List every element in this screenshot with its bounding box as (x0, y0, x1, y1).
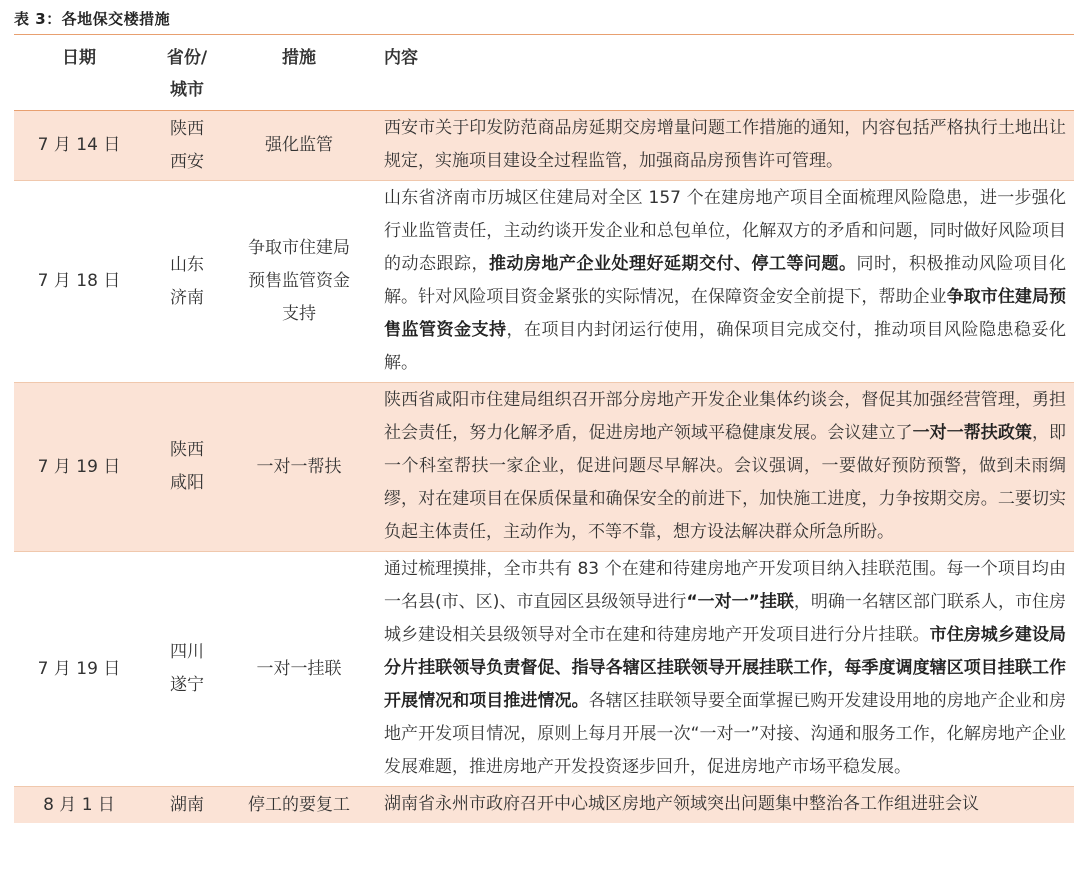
cell-city: 咸阳 (170, 473, 204, 493)
cell-province: 陕西 (170, 118, 204, 139)
content-text: ，即一个科室帮扶一家企业，促进问题尽早解决。会议强调，一要做好预防预警，做到未雨绸缪，对在建项目在保质保量和确保安全的前进下，加快施工进度，力争按期交房。二要切实负起主体责任，主动作为，不等不靠，想方设法解决群众所急所盼。 (384, 423, 1067, 542)
cell-measure (230, 111, 368, 181)
cell-province-city (144, 787, 230, 824)
content-text: 西安市关于印发防范商品房延期交房增量问题工作措施的通知，内容包括严格执行土地出让规定，实施项目建设全过程监管，加强商品房预售许可管理。 (384, 118, 1066, 171)
cell-province-city (144, 383, 230, 552)
cell-province-city (144, 552, 230, 787)
header-province-city-line1: 省份/ (166, 48, 208, 68)
cell-content (368, 787, 1074, 824)
cell-measure-line: 停工的要复工 (248, 794, 350, 815)
cell-measure-line: 一对一帮扶 (256, 456, 342, 477)
cell-measure (230, 383, 368, 552)
cell-province: 山东 (170, 254, 204, 275)
measures-table (14, 36, 1074, 823)
content-emphasis: “一对一”挂联 (686, 592, 794, 612)
cell-measure (230, 181, 368, 383)
header-date: 日期 (14, 36, 144, 111)
content-text: 陕西省咸阳市住建局组织召开部分房地产开发企业集体约谈会，督促其加强经营管理，勇担社会责任，努力化解矛盾，促进房地产领域平稳健康发展。会议建立了 (384, 390, 1066, 443)
cell-measure-line: 预售监管资金 (248, 271, 350, 291)
cell-date: 7 月 18 日 (14, 181, 144, 383)
cell-content (368, 383, 1074, 552)
cell-city: 济南 (170, 287, 204, 308)
table-row (14, 552, 1074, 787)
cell-measure-line: 争取市住建局 (248, 238, 350, 258)
cell-city: 西安 (170, 151, 204, 172)
header-measure: 措施 (230, 36, 368, 111)
content-emphasis: 推动房地产企业处理好延期交付、停工等问题。 (489, 254, 857, 274)
cell-province: 四川 (170, 642, 204, 662)
cell-date: 8 月 1 日 (14, 787, 144, 824)
table-row (14, 181, 1074, 383)
header-content: 内容 (368, 36, 1074, 111)
table-caption: 表 3：各地保交楼措施 (14, 10, 171, 28)
table-row (14, 383, 1074, 552)
cell-content (368, 111, 1074, 181)
header-province-city (144, 36, 230, 111)
content-emphasis: 争取市住建局预售监管资金支持 (384, 287, 1067, 340)
cell-province-city (144, 181, 230, 383)
content-emphasis: 市住房城乡建设局分片挂联领导负责督促、指导各辖区挂联领导开展挂联工作，每季度调度辖区项目挂联工作开展情况和项目推进情况。 (384, 625, 1066, 711)
cell-content (368, 181, 1074, 383)
cell-measure-line: 强化监管 (265, 135, 333, 155)
cell-date: 7 月 14 日 (14, 111, 144, 181)
content-text: ，明确一名辖区部门联系人，市住房城乡建设相关县级领导对全市在建和待建房地产开发项目进行分片挂联。 (384, 592, 1067, 645)
content-text: 湖南省永州市政府召开中心城区房地产领域突出问题集中整治各工作组进驻会议 (384, 794, 979, 814)
cell-measure (230, 552, 368, 787)
header-province-city-line2: 城市 (170, 80, 204, 100)
cell-province: 湖南 (170, 794, 204, 815)
cell-date: 7 月 19 日 (14, 383, 144, 552)
top-rule (14, 34, 1074, 35)
cell-measure (230, 787, 368, 824)
header-row (14, 36, 1074, 111)
table-row (14, 111, 1074, 181)
cell-measure-line: 一对一挂联 (256, 658, 342, 679)
content-text: 山东省济南市历城区住建局对全区 157 个在建房地产项目全面梳理风险隐患，进一步强化行业监管责任，主动约谈开发企业和总包单位，化解双方的矛盾和问题，同时做好风险项目的动态跟踪， (384, 188, 1066, 274)
content-emphasis: 一对一帮扶政策 (912, 423, 1032, 443)
cell-measure-line: 支持 (282, 304, 316, 324)
content-text: 各辖区挂联领导要全面掌握已购开发建设用地的房地产企业和房地产开发项目情况，原则上每月开展一次“一对一”对接、沟通和服务工作，化解房地产企业发展难题，推进房地产开发投资逐步回升，促进房地产市场平稳发展。 (384, 691, 1067, 777)
table-body (14, 111, 1074, 824)
content-text: 通过梳理摸排，全市共有 83 个在建和待建房地产开发项目纳入挂联范围。每一个项目均由一名县(市、区)、市直园区县级领导进行 (384, 559, 1066, 612)
cell-date: 7 月 19 日 (14, 552, 144, 787)
table-row (14, 787, 1074, 824)
content-text: ，在项目内封闭运行使用，确保项目完成交付，推动项目风险隐患稳妥化解。 (384, 320, 1066, 373)
cell-province-city (144, 111, 230, 181)
content-text: 同时，积极推动风险项目化解。针对风险项目资金紧张的实际情况，在保障资金安全前提下，帮助企业 (384, 254, 1066, 307)
cell-province: 陕西 (170, 440, 204, 460)
cell-content (368, 552, 1074, 787)
cell-city: 遂宁 (170, 675, 204, 695)
